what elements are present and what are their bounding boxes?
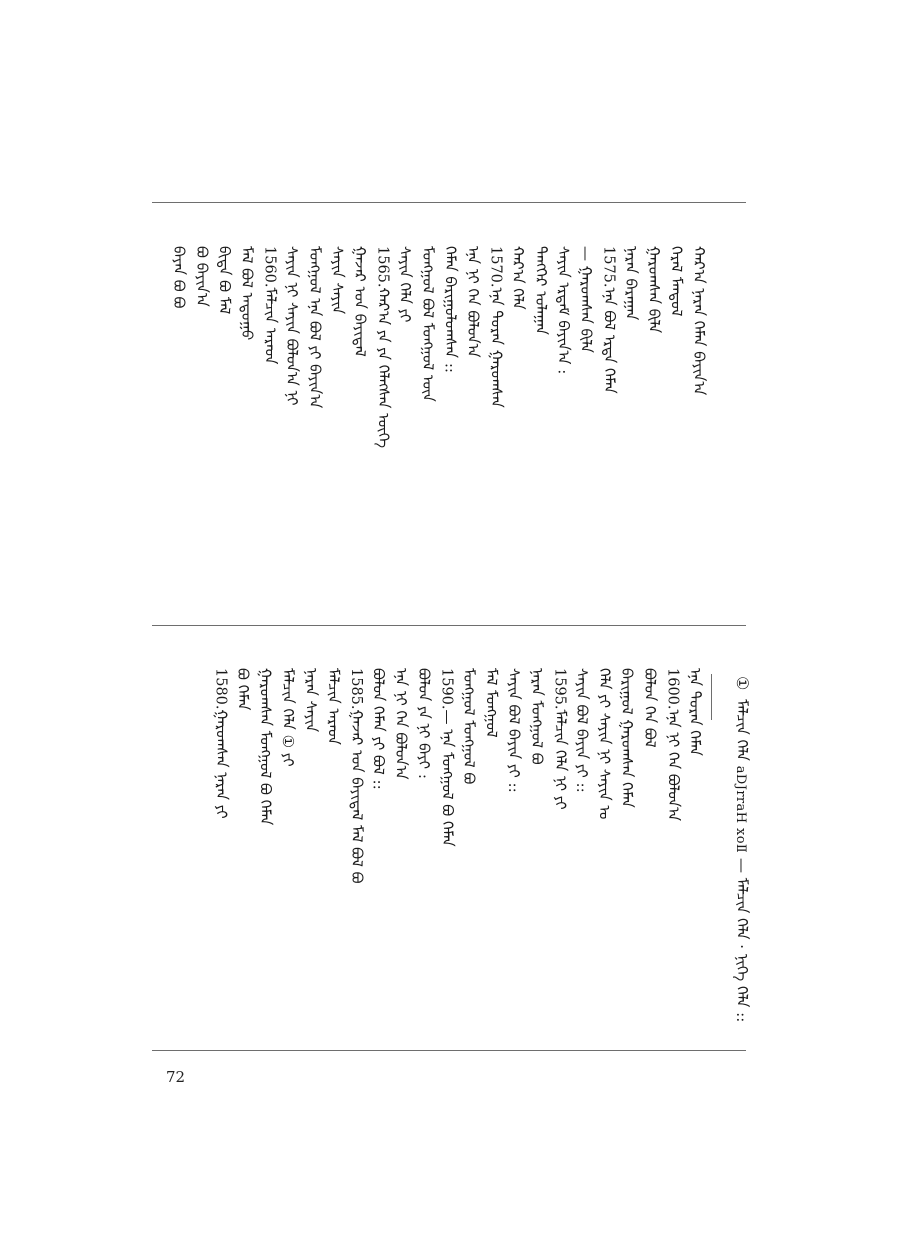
line-number: 1590. — [438, 668, 455, 710]
verse-text: ᠭᠠᠵᠠᠷ ᠤᠨ ᠪᠠᠶᠢᠳᠠᠯ ᠮᠠᠯ ᠪᠣᠯ ᠪᠣ — [348, 709, 366, 884]
verse-text: ᠰᠠᠶᠢᠨ ᠪᠣᠯ ᠪᠠᠶᠢᠨ ᠶᠢ :: — [505, 668, 524, 793]
verse-text: ᠰᠠᠶᠢᠨ ᠪᠣᠯ ᠪᠠᠶᠢᠨ ᠶᠢ :: — [573, 668, 591, 793]
verse-text: ᠬᠡᠯᠡ ᠶᠢ ᠰᠠᠶᠢᠨ ᠨᠢ ᠰᠠᠶᠢᠨ ᠤ — [595, 668, 614, 820]
middle-rule — [152, 625, 746, 626]
verse-text: ᠭᠠᠷᠤᠭᠰᠠᠨ ᠮᠣᠩᠭᠣᠯ ᠪᠣ ᠬᠡᠮᠡᠨ — [256, 668, 275, 826]
verse-text: ᠭᠠᠷᠤᠭᠰᠠᠨ ᠨᠠᠷᠠᠨ ᠶᠢ — [212, 709, 231, 819]
verse-text: ᠰᠠᠶᠢᠨ ᠨᠢ ᠰᠠᠶᠢᠨ ᠪᠣᠯᠤᠨ᠎ᠠ ᠨᠢ — [283, 246, 302, 406]
page-number: 72 — [166, 1068, 186, 1086]
verse-text: ᠪᠣ ᠬᠡᠮᠡᠨ — [234, 668, 252, 711]
verse-text: — ᠭᠠᠷᠤᠭᠰᠠᠨ ᠪᠢᠯᠡ — [577, 246, 595, 353]
verse-text: ᠮᠠᠯᠴᠢᠨ ᠠᠷᠠᠳ — [324, 668, 343, 745]
verse-text: ᠰᠠᠶᠢᠨ ᠬᠡᠯᠡ ᠶᠢ — [396, 246, 415, 323]
verse-text: ᠪᠣ ᠪᠠᠶᠢᠨ᠎ᠠ — [192, 246, 211, 307]
verse-text: ᠰᠠᠶᠢᠨ ᠰᠠᠶᠢᠨ — [328, 246, 347, 315]
verse-text: ᠬᠠᠷ᠎ᠠ ᠶᠠ ᠶᠠ ᠬᠡᠯᠡᠭᠰᠡᠨ ᠦᠭᠡ — [374, 287, 393, 449]
verse-text: ᠡᠨᠡ ᠨᠢ ᠬᠡᠨ ᠪᠣᠯᠤᠨ᠎ᠠ — [392, 668, 411, 780]
line-number: 1565. — [374, 246, 391, 288]
verse-text: ᠪᠣᠯᠤᠨ ᠶᠠ ᠨᠢ ᠪᠠᠶᠢ : — [414, 668, 433, 779]
bottom-rule — [152, 1050, 746, 1051]
line-number: 1570. — [487, 246, 504, 288]
verse-text: ᠬᠠᠷ᠎ᠠ ᠨᠠᠷᠠᠨ ᠬᠡᠮᠡᠨ ᠪᠠᠶᠢᠨ᠎ᠠ — [690, 246, 708, 396]
verse-text: ᠮᠠᠯᠴᠢᠨ ᠠᠷᠠᠳ — [261, 287, 280, 365]
verse-text: ᠮᠣᠩᠭᠣᠯ ᠮᠣᠩᠭᠣᠯ ᠪᠣ — [460, 668, 478, 785]
verse-text: ᠪᠣᠯᠤᠨ ᠬᠡᠮᠡᠨ ᠶᠢ ᠪᠣᠯ :: — [369, 668, 388, 790]
verse-text: ᠮᠠᠯ ᠪᠣᠯ ᠠᠳᠤᠭᠤ — [238, 246, 256, 341]
verse-text: ᠭᠠᠷᠤᠭᠰᠠᠨ ᠪᠢᠯᠡ — [644, 246, 663, 334]
line-number: 1560. — [261, 246, 278, 288]
footnote-latin: aDJrraH xoⅡ — [733, 765, 748, 854]
verse-text: ᠮᠠᠯᠴᠢᠨ ᠬᠡᠯᠡ ① ᠶᠢ — [279, 668, 298, 767]
line-number: 1600. — [664, 668, 681, 710]
verse-text: ᠡᠨᠡ ᠳᠤᠷᠠᠨ ᠬᠡᠮᠡᠨ — [686, 668, 704, 756]
line-number: 1585. — [348, 668, 364, 710]
footnote — [727, 676, 755, 1022]
verse-text: ᠮᠠᠯᠴᠢᠨ ᠬᠡᠯᠡ ᠨᠢ ᠶᠢ — [551, 709, 570, 810]
top-rule — [152, 202, 746, 203]
line-number: 1580. — [212, 668, 229, 710]
verse-text: ᠭᠡᠷᠡᠯ ᠮᠠᠨᠳᠤᠯ — [667, 246, 686, 317]
verse-text: ᠨᠠᠷᠠᠨ ᠪᠠᠷᠠᠭᠠᠨ — [622, 246, 641, 321]
verse-text: ᠭᠠᠵᠠᠷ ᠤᠨ ᠪᠠᠶᠢᠳᠠᠯ — [351, 246, 369, 357]
verse-text: ᠮᠠᠯ ᠮᠣᠩᠭᠣᠯ — [482, 668, 501, 738]
line-number: 1575. — [600, 246, 617, 288]
verse-text: — ᠡᠨᠡ ᠮᠣᠩᠭᠣᠯ ᠪᠣ ᠬᠡᠮᠡᠨ — [438, 709, 457, 847]
verse-text: ᠰᠠᠶᠢᠨ ᠡᠷᠳᠡᠮ ᠪᠠᠶᠢᠨ᠎ᠠ : — [554, 246, 573, 375]
footnote-rule — [711, 674, 712, 720]
verse-text: ᠡᠨᠡ ᠳᠤᠷᠠᠨ ᠭᠠᠷᠤᠭᠰᠠᠨ — [487, 287, 506, 408]
verse-text: ᠡᠨᠡ ᠨᠢ ᠬᠡᠨ ᠪᠣᠯᠤᠨ᠎ᠠ — [464, 246, 482, 358]
verse-text: ᠪᠣᠯᠤᠨ ᠬᠡᠨ ᠪᠣᠯ — [640, 668, 659, 748]
footnote-marker: ① — [733, 676, 752, 691]
footnote-head: ᠮᠠᠯᠴᠢᠨ ᠬᠡᠯᠡ — [733, 699, 751, 761]
verse-text: ᠪᠠᠷᠢᠭᠤᠯ ᠭᠠᠷᠤᠭᠰᠠᠨ ᠬᠡᠮᠡᠨ — [618, 668, 637, 808]
verse-text: ᠡᠨᠡ ᠨᠢ ᠬᠡᠨ ᠪᠣᠯᠤᠨ᠎ᠠ — [664, 709, 683, 822]
verse-text: ᠬᠠᠷ᠎ᠠ ᠬᠡᠯᠡ — [509, 246, 528, 310]
footnote-rest: — ᠮᠠᠯᠴᠢᠨ ᠬᠡᠯᠡ · ᠨᠢᠭᠡ ᠬᠡᠯᠡ :: — [733, 857, 751, 1023]
line-number: 1595. — [551, 668, 568, 710]
verse-text: ᠪᠢᠳᠡ ᠪᠣ ᠮᠠᠯ — [215, 246, 234, 315]
verse-text: ᠬᠡᠮᠡᠨ ᠪᠠᠷᠢᠭᠤᠯᠤᠭᠰᠠᠨ :: — [441, 246, 460, 373]
verse-text: ᠨᠠᠷᠠᠨ ᠮᠣᠩᠭᠣᠯ ᠪᠣ — [527, 668, 546, 765]
verse-text: ᠲᠡᠩᠭᠡᠷ ᠤᠯᠠᠭᠠᠨ — [531, 246, 550, 335]
verse-text: ᠪᠠᠶᠠᠨ ᠪᠣ ᠪᠣ — [170, 246, 189, 309]
verse-text: ᠮᠣᠩᠭᠣᠯ ᠪᠣᠯ ᠮᠣᠩᠭᠣᠯ ᠦᠨ — [418, 246, 437, 402]
verse-text: ᠡᠨᠡ ᠪᠣᠯ ᠡᠷᠲᠡ ᠬᠡᠮᠡᠨ — [600, 287, 619, 394]
verse-text: ᠨᠠᠷᠠᠨ ᠰᠠᠶᠢᠨ — [301, 668, 320, 733]
verse-text: ᠮᠣᠩᠭᠣᠯ ᠡᠨᠡ ᠪᠣᠯ ᠶᠢ ᠪᠠᠶᠢᠨ᠎ᠠ — [305, 246, 324, 409]
